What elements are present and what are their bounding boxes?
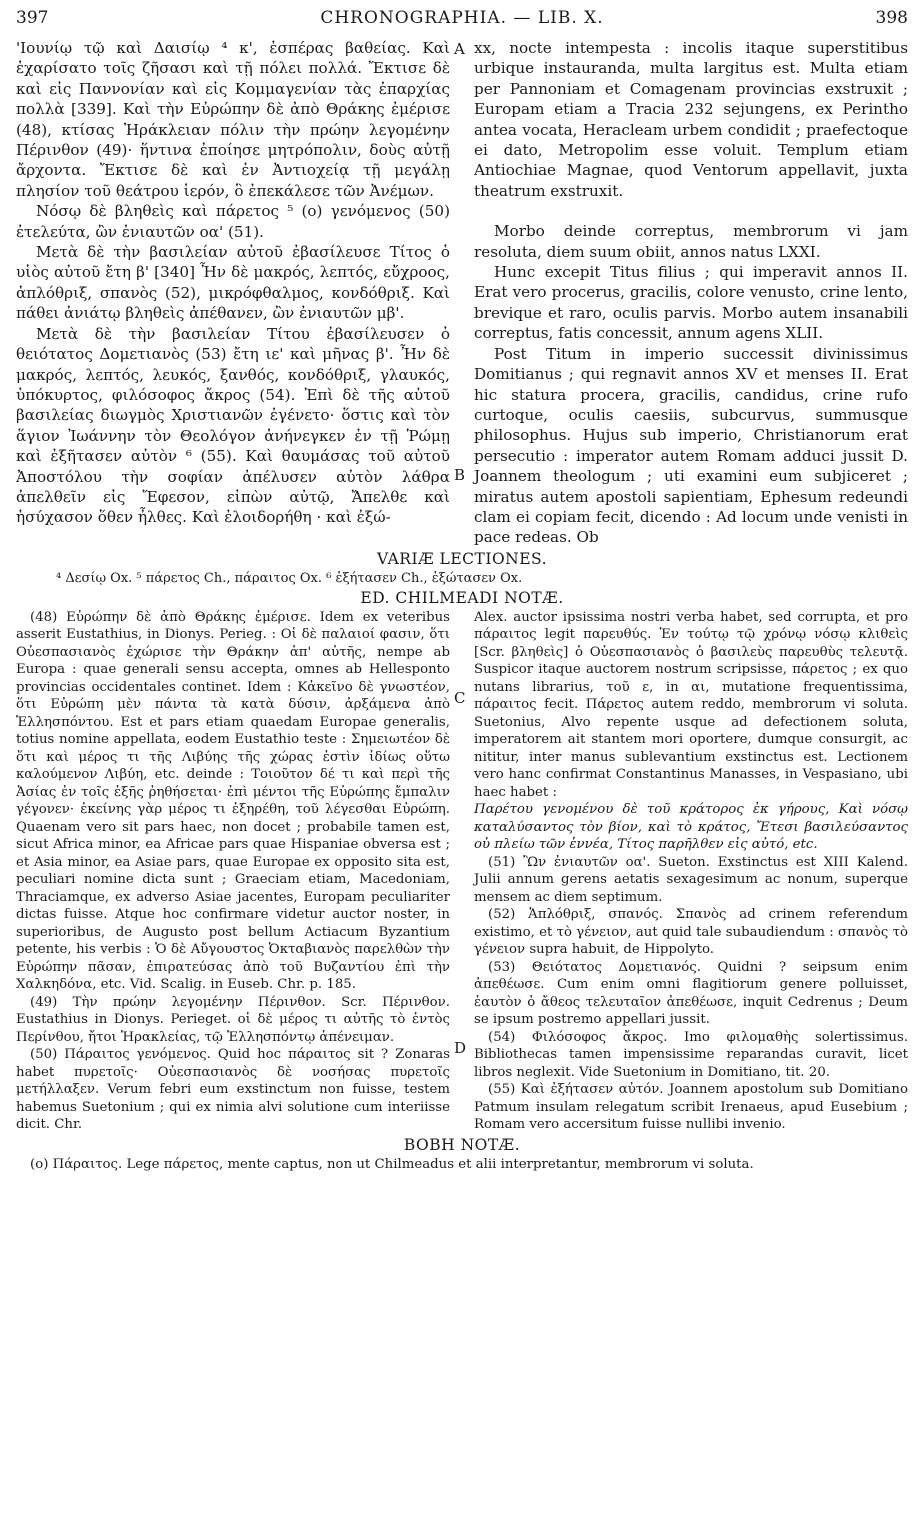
greek-column [16,38,450,548]
variae-lectiones-heading: VARIÆ LECTIONES. [376,549,548,568]
note-51: (51) Ὢν ἐνιαυτῶν οα'. Sueton. Exstinctus est XIII Kalend. Julii annum gerens aetatis sexagesimum ac nonum, superque mensem ac diem septimum. [474,854,908,905]
latin-paragraph: Morbo deinde correptus, membrorum vi jam resoluta, diem suum obiit, annos natus LXXI. [474,222,908,261]
running-title: CHRONOGRAPHIA. — LIB. X. [320,8,604,28]
note-50: (50) Πάραιτος γενόμενος. Quid hoc πάραιτος sit ? Zonaras habet πυρετοῖς· Οὐεσπασιανὸς δὲ νοσήσας πυρετοῖς μετήλλαξεν. Verum febri eum exstinctum non fuisse, testem habemus Suetonium ; qui ex nimia alvi solutione cum interiisse dicit. Chr. [16,1047,450,1133]
greek-paragraph: Νόσῳ δὲ βληθεὶς καὶ πάρετος ⁵ (ο) γενόμενος (50) ἐτελεύτα, ὢν ἐνιαυτῶν οα' (51). [16,202,450,241]
note-53: (53) Θειότατος Δομετιανός. Quidni ? seipsum enim ἀπεθέωσε. Cum enim omni flagitiorum genere polluisset, ἑαυτὸν ὁ ἄθεος τελευταῖον ἀπεθέωσε, inquit Cedrenus ; Deum se ipsum postremo appellari jussit. [474,959,908,1028]
chilmeadi-notes [16,609,908,1134]
chilmeadi-notes-heading: ED. CHILMEADI NOTÆ. [360,588,564,607]
greek-paragraph: Μετὰ δὲ τὴν βασιλείαν αὐτοῦ ἐβασίλευσε Τίτος ὁ υἱὸς αὐτοῦ ἔτη β' [340] Ἦν δὲ μακρός, λεπτός, εὔχροος, ἁπλόθριξ, σπανὸς (52), μικρόφθαλμος, κονδόθριξ. Καὶ πάθει ἀνιάτῳ βληθεὶς ἀπέθανεν, ὢν ἐνιαυτῶν μβ'. [16,243,450,323]
left-page-number: 397 [16,8,49,28]
margin-letter-b: B [454,466,466,484]
note-54: (54) Φιλόσοφος ἄκρος. Imo φιλομαθὴς solertissimus. Bibliothecas tamen impensissime reparandas curavit, licet libros neglexit. Vide Suetonium in Domitiano, tit. 20. [474,1029,908,1080]
greek-paragraph: Μετὰ δὲ τὴν βασιλείαν Τίτου ἐβασίλευσεν ὁ θειότατος Δομετιανὸς (53) ἔτη ιε' καὶ μῆνας β'. Ἦν δὲ μακρός, λεπτός, λευκός, ξανθός, κονδόθριξ, γλαυκός, ὑπόκυρτος, φιλόσοφος ἄκρος (54). Ἐπὶ δὲ τῆς αὐτοῦ βασιλείας διωγμὸς Χριστιανῶν ἐγένετο· ὅστις καὶ τὸν ἅγιον Ἰωάννην τὸν Θεολόγον ἀνήνεγκεν ἐν τῇ Ῥώμῃ καὶ ἐξῆτασεν αὐτὸν ⁶ (55). Καὶ θαυμάσας τοῦ αὐτοῦ Ἀποστόλου τὴν σοφίαν ἀπέλυσεν αὐτὸν λάθρα ἀπελθεῖν εἰς Ἔφεσον, εἰπὼν αὐτῷ, Ἄπελθε καὶ ἡσύχασον ὅθεν ἦλθες. Καὶ ἐλοιδορήθη · καὶ ἐξώ- [16,324,450,527]
running-header [16,8,908,38]
latin-paragraph: xx, nocte intempesta : incolis itaque superstitibus urbique instauranda, multa largitus est. Multa etiam per Pannoniam et Comagenam provincias exstruxit ; Europam etiam a Tracia 232 sejungens, ex Perintho antea vocata, Heracleam urbem condidit ; praefectoque ei dato, Metropolim esse voluit. Templum etiam Antiochiae Magnae, quod Ventorum appellavit, juxta theatrum exstruxit. [474,39,908,200]
margin-letter-a: A [454,40,465,58]
notes-margin-letters [451,609,473,1134]
bobh-note: (ο) Πάραιτος. Lege πάρετος, mente captus, non ut Chilmeadus et alii interpretantur, membrorum vi soluta. [30,1156,754,1172]
right-page-number: 398 [875,8,908,28]
latin-column [474,38,908,548]
notes-left-column [16,609,450,1134]
latin-paragraph: Hunc excepit Titus filius ; qui imperavit annos II. Erat vero procerus, gracilis, colore venusto, crine lento, brevique et raro, oculis parvis. Morbo autem insanabili correptus, fatis concessit, annum agens XLII. [474,263,908,343]
note-52: (52) Ἁπλόθριξ, σπανός. Σπανὸς ad crinem referendum existimo, et τὸ γένειον, aut quid tale subaudiendum : σπανὸς τὸ γένειον supra habuit, de Hippolyto. [474,907,908,958]
note-48: (48) Εὐρώπην δὲ ἀπὸ Θράκης ἐμέρισε. Idem ex veteribus asserit Eustathius, in Dionys. Perieg. : Οἱ δὲ παλαιοί φασιν, ὅτι Οὐεσπασιανὸς ἐχώρισε τὴν Θράκην ἀπ' αὐτῆς, nempe ab Europa : quae generali sensu accepta, omnes ab Hellesponto provincias occidentales continet. Idem : Κἀκεῖνο δὲ γνωστέον, ὅτι Εὐρώπη μὲν πάντα τὰ κατὰ δύσιν, ἀρξάμενα ἀπὸ Ἑλλησπόντου. Est et pars etiam quaedam Europae generalis, totius nomine appellata, eodem Eustathio teste : Σημειωτέον δὲ ὅτι καὶ μέρος τι τῆς Λιβύης τῆς χώρας ἐστὶν ἰδίως οὕτω καλούμενον Λιβύη, etc. deinde : Τοιοῦτον δέ τι καὶ περὶ τῆς Ἀσίας ἐν τοῖς ἑξῆς ῥηθήσεται· ἐπὶ μέντοι τῆς Εὐρώπης ἔμπαλιν γέγονεν· ἐκείνης γὰρ μέρος τι ἐξηρέθη, τοῦ λέγεσθαι Εὐρώπη. Quaenam vero sit pars haec, non docet ; probabile tamen est, sicut Africa minor, ea Africae pars quae Hispaniae obversa est ; et Asia minor, ea Asiae pars, quae Europae ex opposito sita est, peculiari nomine dicta sunt ; Graeciam etiam, Macedoniam, Thraciamque, ex adverso Asiae jacentes, Europam peculiariter dictas fuisse. Atque hoc confirmare videtur auctor noster, in superioribus, de Augusto post bellum Actiacum Byzantium petente, his verbis : Ὁ δὲ Αὔγουστος Ὀκταβιανὸς παρελθὼν τὴν Εὐρώπην πᾶσαν, ἐπιρατεύσας ἀπὸ τοῦ Βυζαντίου ἐπὶ τὴν Χαλκηδόνα, etc. Vid. Scalig. in Euseb. Chr. p. 185. [16,609,450,993]
greek-paragraph: 'Ιουνίῳ τῷ καὶ Δαισίῳ ⁴ κ', ἑσπέρας βαθείας. Καὶ ἐχαρίσατο τοῖς ζῆσασι καὶ τῇ πόλει πολλά. Ἔκτισε δὲ καὶ εἰς Παννονίαν καὶ εἰς Κομμαγενίαν τὰς ἐπαρχίας πολλὰ [339]. Καὶ τὴν Εὐρώπην δὲ ἀπὸ Θράκης ἐμέρισε (48), κτίσας Ἡράκλειαν πόλιν τὴν πρώην λεγομένην Πέρινθον (49)· ἥντινα ἐποίησε μητρόπολιν, δοὺς αὐτῇ ἄρχοντα. Ἔκτισε δὲ καὶ ἐν Ἀντιοχείᾳ τῇ μεγάλῃ πλησίον τοῦ θεάτρου ἱερόν, ὃ ἐπεκάλεσε τῶν Ἀνέμων. [16,39,450,200]
margin-letter-d: D [454,1038,467,1057]
notes-right-column [474,609,908,1134]
note-50-continued: Alex. auctor ipsissima nostri verba habet, sed corrupta, et pro πάραιτος legit παρευθύς. Ἐν τούτῳ τῷ χρόνῳ νόσῳ κλιθεὶς [Scr. βληθεὶς] ὁ Οὐεσπασιανὸς ὁ βασιλεὺς παρευθὺς τελευτᾷ. Suspicor itaque auctorem nostrum scripsisse, πάρετος ; ex quo nutans librarius, τοῦ ε, in αι, mutatione frequentissima, πάραιτος fecit. Πάρετος autem reddo, membrorum vi soluta. Suetonius, Alvo repente usque ad defectionem soluta, imperatorem ait stantem mori oportere, dumque consurgit, ac nititur, inter manus sublevantium exstinctus est. Lectionem vero hanc confirmat Constantinus Manasses, in Vespasiano, ubi haec habet : [474,609,908,800]
margin-letters [451,38,473,548]
main-text [16,38,908,548]
manasses-verses: Παρέτου γενομένου δὲ τοῦ κράτορος ἐκ γήρους, Καὶ νόσῳ καταλύσαντος τὸν βίον, καὶ τὸ κράτος, Ἔτεσι βασιλεύσαντος οὐ πλείω τῶν ἐννέα, Τίτος παρῆλθεν εἰς αὐτό, etc. [474,802,908,853]
variae-lectiones-text: ⁴ Δεσίῳ Ox. ⁵ πάρετος Ch., πάραιτος Ox. ⁶ ἐξήτασεν Ch., ἐξώτασεν Ox. [56,570,523,586]
note-55: (55) Καὶ ἐξήτασεν αὐτόν. Joannem apostolum sub Domitiano Patmum insulam relegatum scribit Irenaeus, apud Eusebium ; Romam vero accersitum fuisse nullibi invenio. [474,1082,908,1133]
bobh-notes-heading: BOBH NOTÆ. [403,1135,521,1154]
latin-paragraph: Post Titum in imperio successit divinissimus Domitianus ; qui regnavit annos XV et menses II. Erat hic statura procera, gracilis, candidus, crine rufo curtoque, oculis caesiis, subcurvus, summusque philosophus. Hujus sub imperio, Christianorum erat persecutio : imperator autem Romam adduci jussit D. Joannem theologum ; uti examini eum subjiceret ; miratus autem apostoli sapientiam, Ephesum redeundi clam ei copiam fecit, dicendo : Ad locum unde venisti in pace redeas. Ob [474,344,908,547]
margin-letter-c: C [454,688,466,707]
note-49: (49) Τὴν πρώην λεγομένην Πέρινθον. Scr. Πέρινθον. Eustathius in Dionys. Perieget. οἱ δὲ μέρος τι αὐτῆς τὸ ἐντὸς Περίνθου, ἤτοι Ἡρακλείας, τῷ Ἑλλησπόντῳ ἀπένειμαν. [16,994,450,1045]
